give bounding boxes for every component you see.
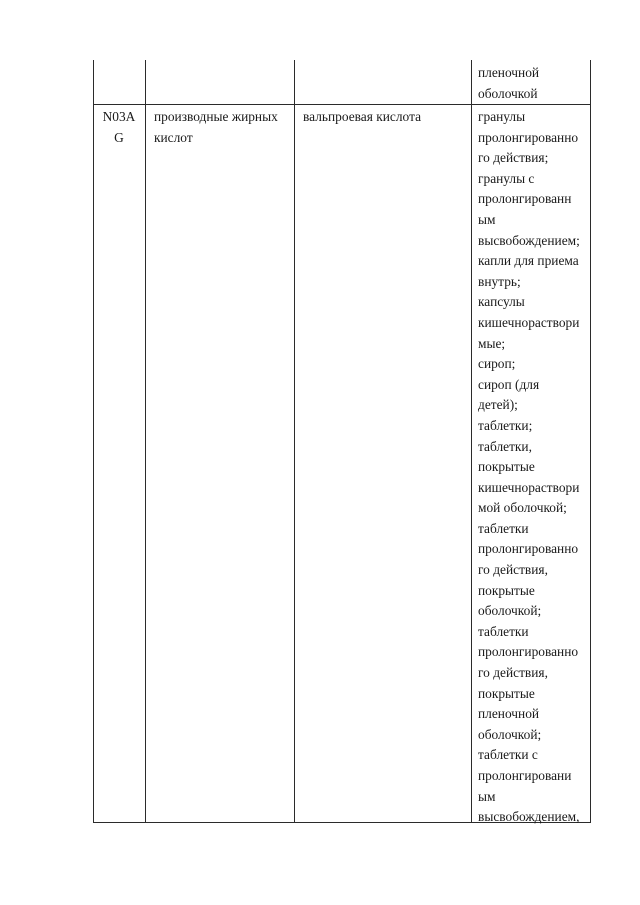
dosage-form-line: капли для приема <box>478 253 579 269</box>
dosage-form-line: пролонгированно <box>478 541 579 557</box>
dosage-form-line: высвобождением; <box>478 232 580 248</box>
top-row-form-cell <box>478 63 539 104</box>
dosage-form-line: гранулы <box>478 109 526 124</box>
dosage-form-line: го действия, <box>478 665 548 681</box>
group-name-line: производные жирных <box>154 109 278 124</box>
dosage-form-line: кишечнораствори <box>478 479 580 495</box>
group-name-line: кислот <box>154 129 193 145</box>
dosage-form-line: пролонгированно <box>478 129 579 145</box>
dosage-form-line: мой оболочкой; <box>478 500 567 516</box>
atc-code-line: N03A <box>102 109 136 124</box>
substance-name: вальпроевая кислота <box>303 109 422 124</box>
dosage-form-line: сироп (для <box>478 376 540 392</box>
atc-code-cell <box>96 107 142 148</box>
dosage-form-line: го действия, <box>478 562 548 578</box>
dosage-form-line: покрытые <box>478 459 535 475</box>
substance-cell <box>303 107 421 128</box>
table-column-divider <box>145 60 146 823</box>
dosage-form-line: пролонгированно <box>478 644 579 660</box>
table-border-right <box>590 60 591 823</box>
dosage-form-line: мые; <box>478 335 506 351</box>
dosage-form-line: ым <box>478 211 496 227</box>
dosage-form-line: го действия; <box>478 150 549 166</box>
dosage-form-line: ым <box>478 788 496 804</box>
table-column-divider <box>471 60 472 823</box>
dosage-form-cell <box>478 107 580 828</box>
dosage-form-line: покрытые <box>478 685 535 701</box>
dosage-form-line: таблетки; <box>478 417 533 433</box>
dosage-form-line: кишечнораствори <box>478 314 580 330</box>
dosage-form-line: покрытые <box>478 582 535 598</box>
group-name-cell <box>154 107 278 148</box>
table-border-left <box>93 60 94 823</box>
dosage-form-line: гранулы с <box>478 170 535 186</box>
dosage-form-line: таблетки, <box>478 438 532 454</box>
dosage-form-line: пролонгировани <box>478 768 572 783</box>
dosage-form-line: оболочкой; <box>478 726 542 742</box>
dosage-form-line: таблетки с <box>478 747 538 763</box>
dosage-form-line: пролонгированн <box>478 191 572 207</box>
dosage-form-line: оболочкой; <box>478 603 542 619</box>
table-column-divider <box>294 60 295 823</box>
dosage-form-line: внутрь; <box>478 273 521 289</box>
dosage-form-line: высвобождением, <box>478 809 580 825</box>
dosage-form-line: пленочной <box>478 65 540 80</box>
dosage-form-line: таблетки <box>478 520 529 536</box>
dosage-form-line: капсулы <box>478 294 525 310</box>
dosage-form-line: пленочной <box>478 706 540 722</box>
dosage-form-line: оболочкой <box>478 85 538 101</box>
dosage-form-line: детей); <box>478 397 518 413</box>
atc-code-line: G <box>114 129 124 145</box>
dosage-form-line: сироп; <box>478 356 516 372</box>
dosage-form-line: таблетки <box>478 623 529 639</box>
